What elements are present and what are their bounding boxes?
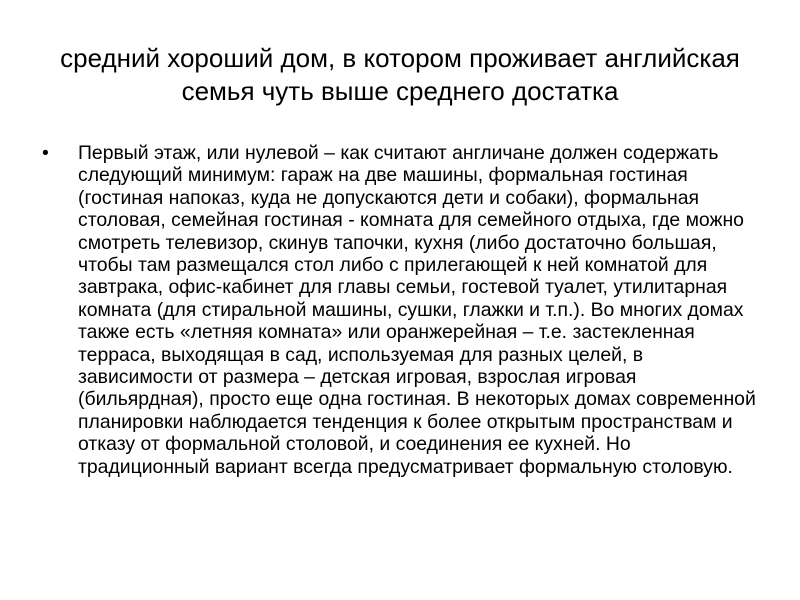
slide-title: средний хороший дом, в котором проживает английская семья чуть выше среднего достатка [60,43,740,106]
bullet-item [42,142,757,478]
bullet-text: Первый этаж, или нулевой – как считают англичане должен содержать следующий минимум: гараж на две машины, формальная гостиная (гостиная напоказ, куда не допускаются дети и собаки), формальная столовая, семейная гостиная - комната для семейного отдыха, где можно смотреть телевизор, скинув тапочки, кухня (либо достаточно большая, чтобы там размещался стол либо с прилегающей к ней комнатой для завтрака, офис-кабинет для главы семьи, гостевой туалет, утилитарная комната (для стиральной машины, сушки, глажки и т.п.). Во многих домах также есть «летняя комната» или оранжерейная – т.е. застекленная терраса, выходящая в сад, используемая для разных целей, в зависимости от размера – детская игровая, взрослая игровая (бильярдная), просто еще одна гостиная. В некоторых домах современной планировки наблюдается тенденция к более открытым пространствам и отказу от формальной столовой, и соединения ее кухней. Но традиционный вариант всегда предусматривает формальную столовую. [78,142,756,478]
bullet-marker: • [42,142,49,164]
slide-body [42,142,757,478]
